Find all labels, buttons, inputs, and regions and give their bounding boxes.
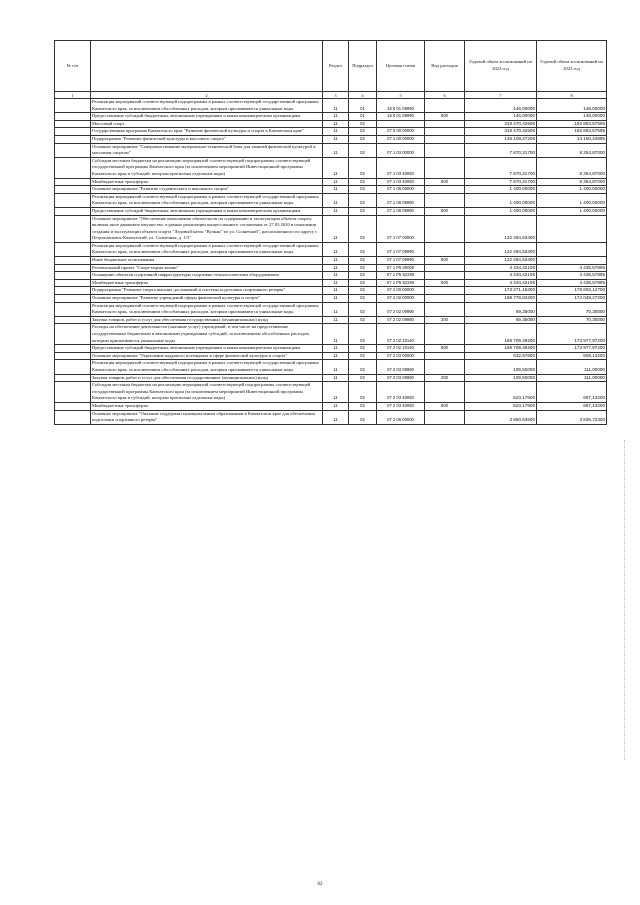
cell-name: Основное мероприятие "Оказание поддержки муниципальным образованиям в Камчатском крае для обеспечения подготовки спортивного резерва" (91, 410, 323, 424)
table-row (55, 302, 607, 316)
cell-num (55, 382, 91, 403)
column-number: 3 (323, 92, 349, 99)
budget-table-page (54, 40, 606, 425)
cell-subsection: 02 (349, 257, 377, 265)
cell-section: 11 (323, 295, 349, 303)
cell-name: Предоставление субсидий бюджетным, автономным учреждениям и иным некоммерческим организациям (91, 113, 323, 121)
cell-2022: 168 709,49200 (465, 324, 537, 345)
cell-num (55, 135, 91, 143)
cell-2022: 4 434,42106 (465, 272, 537, 280)
cell-subsection: 01 (349, 99, 377, 113)
cell-num (55, 193, 91, 207)
cell-section: 11 (323, 120, 349, 128)
header-section: Раздел (323, 41, 349, 92)
cell-2022: 69,35000 (465, 302, 537, 316)
cell-2023: 70,30000 (537, 316, 607, 324)
cell-section: 11 (323, 374, 349, 382)
table-row (55, 316, 607, 324)
header-2023: Годовой объем ассигнований на 2023 год (537, 41, 607, 92)
cell-expense-type (425, 157, 465, 178)
cell-name: Межбюджетные трансферты (91, 178, 323, 186)
cell-name: Региональный проект "Спорт-норма жизни" (91, 264, 323, 272)
cell-num (55, 279, 91, 287)
table-row (55, 382, 607, 403)
cell-section: 11 (323, 128, 349, 136)
cell-num (55, 352, 91, 360)
column-number: 4 (349, 92, 377, 99)
cell-expense-type (425, 410, 465, 424)
cell-name: Субсидии местным бюджетам на реализацию мероприятий соответствующей подпрограммы соответствующей государственной программы Камчатского края (за исключением мероприятий Инвестиционной программы Камчатского края и субсидий, которым присвоены отдельные коды) (91, 157, 323, 178)
cell-subsection: 02 (349, 272, 377, 280)
table-row (55, 128, 607, 136)
column-number-row (55, 92, 607, 99)
cell-2023: 148,00000 (537, 113, 607, 121)
cell-section: 11 (323, 316, 349, 324)
table-row (55, 207, 607, 215)
cell-name: Иные бюджетные ассигнования (91, 257, 323, 265)
cell-2023: 173 977,97200 (537, 324, 607, 345)
cell-num (55, 157, 91, 178)
cell-expense-type (425, 128, 465, 136)
cell-expense-type (425, 360, 465, 374)
cell-subsection: 02 (349, 352, 377, 360)
cell-2023: 173 977,97200 (537, 345, 607, 353)
cell-expense-type: 600 (425, 345, 465, 353)
cell-article: 07 1 03 00000 (377, 143, 425, 157)
cell-expense-type: 500 (425, 402, 465, 410)
cell-num (55, 302, 91, 316)
cell-name: Реализация мероприятий соответствующей подпрограммы в рамках соответствующей государственной программы Камчатского края, за исключением обособленных расходов, которым присваиваются уникальные коды (91, 99, 323, 113)
cell-expense-type: 200 (425, 316, 465, 324)
table-row (55, 345, 607, 353)
cell-2022: 132 494,53400 (465, 242, 537, 256)
cell-2023: 8 354,87000 (537, 178, 607, 186)
cell-2023: 4 435,57895 (537, 279, 607, 287)
cell-subsection: 02 (349, 178, 377, 186)
cell-article: 07 2 02 09990 (377, 302, 425, 316)
cell-article: 07 2 03 40060 (377, 402, 425, 410)
cell-2023: 14 150,44895 (537, 135, 607, 143)
cell-2022: 319 470,42506 (465, 120, 537, 128)
cell-2023: 1 400,00000 (537, 193, 607, 207)
cell-subsection: 02 (349, 186, 377, 194)
table-row (55, 178, 607, 186)
cell-subsection: 02 (349, 242, 377, 256)
cell-expense-type (425, 287, 465, 295)
cell-section: 11 (323, 352, 349, 360)
cell-section: 11 (323, 272, 349, 280)
cell-2023: 4 435,57895 (537, 264, 607, 272)
cell-article: 07 1 P5 00000 (377, 264, 425, 272)
cell-article: 07 1 00 00000 (377, 135, 425, 143)
cell-section: 11 (323, 99, 349, 113)
cell-expense-type (425, 135, 465, 143)
cell-subsection: 02 (349, 345, 377, 353)
cell-section: 11 (323, 324, 349, 345)
cell-name: Реализация мероприятий соответствующей подпрограммы в рамках соответствующей государственной программы Камчатского края, за исключением обособленных расходов, которым присваиваются уникальные коды (91, 242, 323, 256)
cell-article: 07 1 P5 52280 (377, 272, 425, 280)
cell-num (55, 287, 91, 295)
cell-name: Предоставление субсидий бюджетным, автономным учреждениям и иным некоммерческим организациям (91, 207, 323, 215)
cell-num (55, 207, 91, 215)
cell-section: 11 (323, 143, 349, 157)
column-number: 7 (465, 92, 537, 99)
cell-subsection: 02 (349, 410, 377, 424)
cell-article: 07 2 02 10140 (377, 324, 425, 345)
cell-2023: 808,13200 (537, 352, 607, 360)
cell-subsection: 02 (349, 382, 377, 403)
table-row (55, 99, 607, 113)
cell-section: 11 (323, 279, 349, 287)
cell-2022: 1 400,00000 (465, 193, 537, 207)
cell-num (55, 374, 91, 382)
cell-name: Основное мероприятие "Обеспечение выполнения обязательств по содержанию и эксплуатации объекта спорта, включая иное движимое имущество, в рамках реализации концессионного соглашения от 27.03.2020 в отношении создания и эксплуатации объекта спорта "Ледовый каток "Вулкан" по ул. Солнечной", расположенного по адресу г. Петропавловск-Камчатский, ул. Солнечная, д. 1/5" (91, 215, 323, 242)
table-row (55, 324, 607, 345)
cell-num (55, 316, 91, 324)
cell-article: 07 1 06 09990 (377, 207, 425, 215)
cell-expense-type (425, 143, 465, 157)
table-row (55, 215, 607, 242)
cell-expense-type (425, 186, 465, 194)
header-name (91, 41, 323, 92)
cell-section: 11 (323, 215, 349, 242)
cell-expense-type (425, 264, 465, 272)
cell-2022: 1 400,00000 (465, 186, 537, 194)
cell-name: Закупка товаров, работ и услуг для обеспечения государственных (муниципальных) нужд (91, 374, 323, 382)
header-subsection: Подраздел (349, 41, 377, 92)
cell-2023: 111,00000 (537, 374, 607, 382)
cell-name: Подпрограмма "Развитие физической культуры и массового спорта" (91, 135, 323, 143)
cell-article: 07 2 06 00000 (377, 410, 425, 424)
table-row (55, 264, 607, 272)
table-row (55, 113, 607, 121)
cell-article: 07 2 03 00000 (377, 352, 425, 360)
cell-num (55, 264, 91, 272)
cell-name: Реализация мероприятий соответствующей подпрограммы в рамках соответствующей государственной программы Камчатского края, за исключением обособленных расходов, которым присваиваются уникальные коды (91, 360, 323, 374)
cell-article: 16 6 01 09990 (377, 113, 425, 121)
cell-2023: 178 693,12700 (537, 287, 607, 295)
cell-num (55, 345, 91, 353)
table-row (55, 242, 607, 256)
header-article: Целевая статья (377, 41, 425, 92)
cell-2023 (537, 215, 607, 242)
cell-name: Подпрограмма "Развитие спорта высших достижений и системы подготовки спортивного резерва" (91, 287, 323, 295)
cell-article: 07 1 03 40060 (377, 157, 425, 178)
table-row (55, 120, 607, 128)
header-2022: Годовой объем ассигнований на 2022 год (465, 41, 537, 92)
cell-subsection: 02 (349, 157, 377, 178)
cell-expense-type: 500 (425, 178, 465, 186)
cell-subsection: 02 (349, 128, 377, 136)
cell-section: 11 (323, 242, 349, 256)
header-num: № п/п (55, 41, 91, 92)
cell-name: Закупка товаров, работ и услуг для обеспечения государственных (муниципальных) нужд (91, 316, 323, 324)
cell-2022: 146 109,27206 (465, 135, 537, 143)
cell-2023: 192 883,57595 (537, 128, 607, 136)
cell-article: 07 2 02 09990 (377, 316, 425, 324)
table-row (55, 352, 607, 360)
cell-2023: 111,00000 (537, 360, 607, 374)
cell-num (55, 186, 91, 194)
scan-edge-mark (624, 440, 626, 760)
cell-subsection: 02 (349, 215, 377, 242)
column-number: 1 (55, 92, 91, 99)
cell-section: 11 (323, 302, 349, 316)
cell-2022: 168 778,84200 (465, 295, 537, 303)
cell-expense-type (425, 99, 465, 113)
table-row (55, 186, 607, 194)
cell-subsection: 02 (349, 360, 377, 374)
column-number: 6 (425, 92, 465, 99)
header-expense-type: Вид расходов (425, 41, 465, 92)
cell-expense-type (425, 302, 465, 316)
cell-2023: 4 435,57895 (537, 272, 607, 280)
cell-section: 11 (323, 402, 349, 410)
cell-expense-type (425, 215, 465, 242)
cell-article: 07 2 00 00000 (377, 287, 425, 295)
cell-subsection: 02 (349, 302, 377, 316)
cell-name: Предоставление субсидий бюджетным, автономным учреждениям и иным некоммерческим организациям (91, 345, 323, 353)
table-row (55, 360, 607, 374)
cell-name: Расходы на обеспечение деятельности (оказание услуг) учреждений, в том числе на предоставление государственным бюджетным и автономным учреждениям субсидий, за исключением обособленных расходов, которым присваиваются уникальные коды (91, 324, 323, 345)
cell-expense-type: 200 (425, 374, 465, 382)
cell-subsection: 02 (349, 295, 377, 303)
cell-2023: 8 354,87000 (537, 157, 607, 178)
cell-2023 (537, 257, 607, 265)
header-row (55, 41, 607, 92)
cell-num (55, 120, 91, 128)
cell-subsection: 02 (349, 193, 377, 207)
cell-num (55, 257, 91, 265)
table-row (55, 143, 607, 157)
cell-section: 11 (323, 264, 349, 272)
cell-2023: 697,13200 (537, 402, 607, 410)
cell-name: Оснащение объектов спортивной инфраструктуры спортивно-технологическим оборудованием (91, 272, 323, 280)
cell-section: 11 (323, 186, 349, 194)
cell-2022: 7 870,31700 (465, 157, 537, 178)
cell-section: 11 (323, 157, 349, 178)
table-row (55, 374, 607, 382)
cell-subsection: 02 (349, 279, 377, 287)
cell-subsection: 02 (349, 287, 377, 295)
cell-name: Межбюджетные трансферты (91, 402, 323, 410)
cell-2023: 8 354,87000 (537, 143, 607, 157)
column-number: 8 (537, 92, 607, 99)
cell-2022: 319 470,42506 (465, 128, 537, 136)
cell-num (55, 410, 91, 424)
cell-article: 07 1 P5 52280 (377, 279, 425, 287)
cell-name: Основное мероприятие "Совершенствование материально-технической базы для занятий физической культурой и массовым спортом" (91, 143, 323, 157)
cell-2022: 173 271,15300 (465, 287, 537, 295)
cell-name: Субсидии местным бюджетам на реализацию мероприятий соответствующей подпрограммы соответствующей государственной программы Камчатского края (за исключением мероприятий Инвестиционной программы Камчатского края и субсидий, которым присвоены отдельные коды) (91, 382, 323, 403)
cell-article (377, 120, 425, 128)
table-row (55, 402, 607, 410)
cell-article: 07 2 03 09990 (377, 374, 425, 382)
cell-expense-type: 600 (425, 113, 465, 121)
cell-2023: 192 883,57595 (537, 120, 607, 128)
cell-name: Основное мероприятие "Укрепление кадрового потенциала в сфере физической культуры и спорта" (91, 352, 323, 360)
cell-2022: 146,00000 (465, 113, 537, 121)
cell-expense-type (425, 193, 465, 207)
cell-expense-type (425, 242, 465, 256)
cell-article: 07 1 07 00000 (377, 215, 425, 242)
cell-2022: 146,00000 (465, 99, 537, 113)
cell-2022: 523,17600 (465, 382, 537, 403)
cell-num (55, 360, 91, 374)
cell-article: 07 2 02 10140 (377, 345, 425, 353)
cell-2022: 4 434,42106 (465, 279, 537, 287)
cell-2022: 132 494,53400 (465, 215, 537, 242)
cell-expense-type (425, 295, 465, 303)
cell-2022: 109,50000 (465, 360, 537, 374)
cell-subsection: 02 (349, 402, 377, 410)
cell-2022: 69,35000 (465, 316, 537, 324)
cell-2023: 148,00000 (537, 99, 607, 113)
column-number: 2 (91, 92, 323, 99)
cell-article: 07 2 03 09990 (377, 360, 425, 374)
column-number: 5 (377, 92, 425, 99)
cell-subsection: 02 (349, 264, 377, 272)
cell-article: 07 1 03 40060 (377, 178, 425, 186)
cell-name: Массовый спорт (91, 120, 323, 128)
cell-section: 11 (323, 382, 349, 403)
cell-num (55, 128, 91, 136)
cell-2022: 1 400,00000 (465, 207, 537, 215)
cell-section: 11 (323, 207, 349, 215)
cell-name: Межбюджетные трансферты (91, 279, 323, 287)
cell-2022: 7 870,31700 (465, 143, 537, 157)
cell-num (55, 295, 91, 303)
cell-subsection: 02 (349, 135, 377, 143)
cell-section: 11 (323, 345, 349, 353)
cell-subsection: 02 (349, 316, 377, 324)
table-body (55, 99, 607, 425)
cell-article: 07 2 02 00000 (377, 295, 425, 303)
cell-expense-type: 500 (425, 279, 465, 287)
cell-subsection: 02 (349, 143, 377, 157)
cell-section: 11 (323, 135, 349, 143)
cell-expense-type: 800 (425, 257, 465, 265)
cell-expense-type (425, 272, 465, 280)
cell-2023 (537, 242, 607, 256)
table-row (55, 193, 607, 207)
cell-name: Государственная программа Камчатского края "Развитие физической культуры и спорта в Камчатском крае" (91, 128, 323, 136)
cell-2023: 1 400,00000 (537, 186, 607, 194)
cell-subsection: 02 (349, 207, 377, 215)
cell-expense-type (425, 352, 465, 360)
table-row (55, 157, 607, 178)
cell-2023: 697,13200 (537, 382, 607, 403)
cell-subsection: 01 (349, 113, 377, 121)
table-row (55, 410, 607, 424)
cell-num (55, 99, 91, 113)
cell-subsection: 02 (349, 374, 377, 382)
cell-2023: 174 048,27200 (537, 295, 607, 303)
cell-2022: 3 850,63500 (465, 410, 537, 424)
cell-num (55, 143, 91, 157)
cell-2022: 523,17600 (465, 402, 537, 410)
cell-num (55, 402, 91, 410)
cell-expense-type (425, 324, 465, 345)
cell-num (55, 324, 91, 345)
cell-2022: 4 434,42106 (465, 264, 537, 272)
cell-article: 07 1 06 09990 (377, 193, 425, 207)
cell-section: 11 (323, 113, 349, 121)
cell-num (55, 272, 91, 280)
cell-expense-type (425, 120, 465, 128)
cell-section: 11 (323, 410, 349, 424)
cell-2023: 3 836,72300 (537, 410, 607, 424)
table-row (55, 135, 607, 143)
cell-expense-type: 600 (425, 207, 465, 215)
cell-article: 16 6 01 09990 (377, 99, 425, 113)
cell-2022: 632,67600 (465, 352, 537, 360)
cell-section: 11 (323, 287, 349, 295)
cell-2022: 109,50000 (465, 374, 537, 382)
table-row (55, 272, 607, 280)
cell-section: 11 (323, 178, 349, 186)
cell-name: Реализация мероприятий соответствующей подпрограммы в рамках соответствующей государственной программы Камчатского края, за исключением обособленных расходов, которым присваиваются уникальные коды (91, 193, 323, 207)
cell-section: 11 (323, 360, 349, 374)
cell-article: 07 1 06 00000 (377, 186, 425, 194)
budget-table (54, 40, 607, 425)
cell-article: 07 1 07 09990 (377, 257, 425, 265)
page-number: 62 (317, 882, 323, 887)
cell-article: 07 2 03 40060 (377, 382, 425, 403)
cell-article: 07 0 00 00000 (377, 128, 425, 136)
cell-2023: 1 400,00000 (537, 207, 607, 215)
table-row (55, 257, 607, 265)
cell-2022: 168 709,49200 (465, 345, 537, 353)
cell-2022: 132 494,53400 (465, 257, 537, 265)
cell-num (55, 178, 91, 186)
cell-num (55, 215, 91, 242)
cell-name: Реализация мероприятий соответствующей подпрограммы в рамках соответствующей государственной программы Камчатского края, за исключением обособленных расходов, которым присваиваются уникальные коды (91, 302, 323, 316)
cell-section: 11 (323, 257, 349, 265)
table-row (55, 287, 607, 295)
cell-section: 11 (323, 193, 349, 207)
cell-2022: 7 870,31700 (465, 178, 537, 186)
cell-expense-type (425, 382, 465, 403)
table-row (55, 295, 607, 303)
cell-article: 07 1 07 09990 (377, 242, 425, 256)
cell-name: Основное мероприятие "Развитие студенческого и школьного спорта" (91, 186, 323, 194)
cell-num (55, 113, 91, 121)
cell-2023: 70,30000 (537, 302, 607, 316)
cell-subsection: 02 (349, 120, 377, 128)
cell-num (55, 242, 91, 256)
cell-name: Основное мероприятие "Развитие учреждений сферы физической культуры и спорта" (91, 295, 323, 303)
cell-subsection: 02 (349, 324, 377, 345)
table-row (55, 279, 607, 287)
